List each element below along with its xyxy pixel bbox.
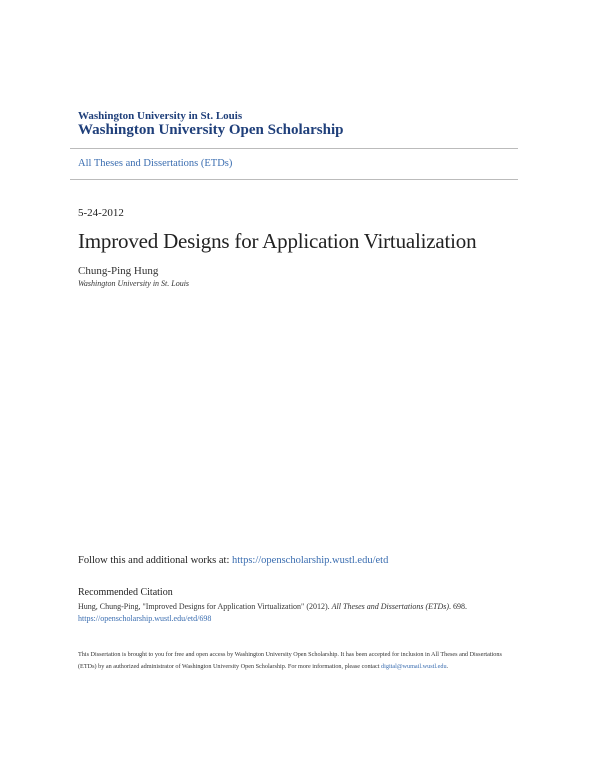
repository-name[interactable]: Washington University Open Scholarship — [78, 122, 344, 138]
citation-heading: Recommended Citation — [78, 587, 173, 598]
divider-bottom — [70, 179, 518, 180]
collection-link[interactable]: All Theses and Dissertations (ETDs) — [78, 158, 233, 169]
divider-top — [70, 148, 518, 149]
institution-name: Washington University in St. Louis — [78, 110, 243, 122]
citation-link[interactable]: https://openscholarship.wustl.edu/etd/698 — [78, 614, 212, 623]
contact-email-link[interactable]: digital@wumail.wustl.edu — [381, 662, 447, 670]
document-title: Improved Designs for Application Virtualization — [78, 229, 477, 253]
notice-text: This Dissertation is brought to you for free and open access by Washington University Open Scholarship. It has been accepted for inclusion in All Theses and Dissertations (ETDs) by an authorized administrator of Washington University Open Scholarship. For more information, please contact — [78, 651, 502, 670]
citation-series: All Theses and Dissertations (ETDs) — [331, 602, 449, 611]
notice-end: . — [446, 662, 449, 670]
citation-end: . 698. — [449, 602, 467, 611]
access-notice — [78, 649, 518, 672]
follow-line — [78, 555, 388, 566]
follow-link[interactable]: https://openscholarship.wustl.edu/etd — [232, 555, 389, 566]
author-name: Chung-Ping Hung — [78, 265, 159, 277]
author-affiliation: Washington University in St. Louis — [78, 279, 190, 288]
publication-date: 5-24-2012 — [78, 207, 124, 219]
citation-block — [78, 601, 518, 625]
follow-text: Follow this and additional works at: — [78, 555, 232, 566]
citation-text: Hung, Chung-Ping, "Improved Designs for Application Virtualization" (2012). — [78, 602, 332, 611]
